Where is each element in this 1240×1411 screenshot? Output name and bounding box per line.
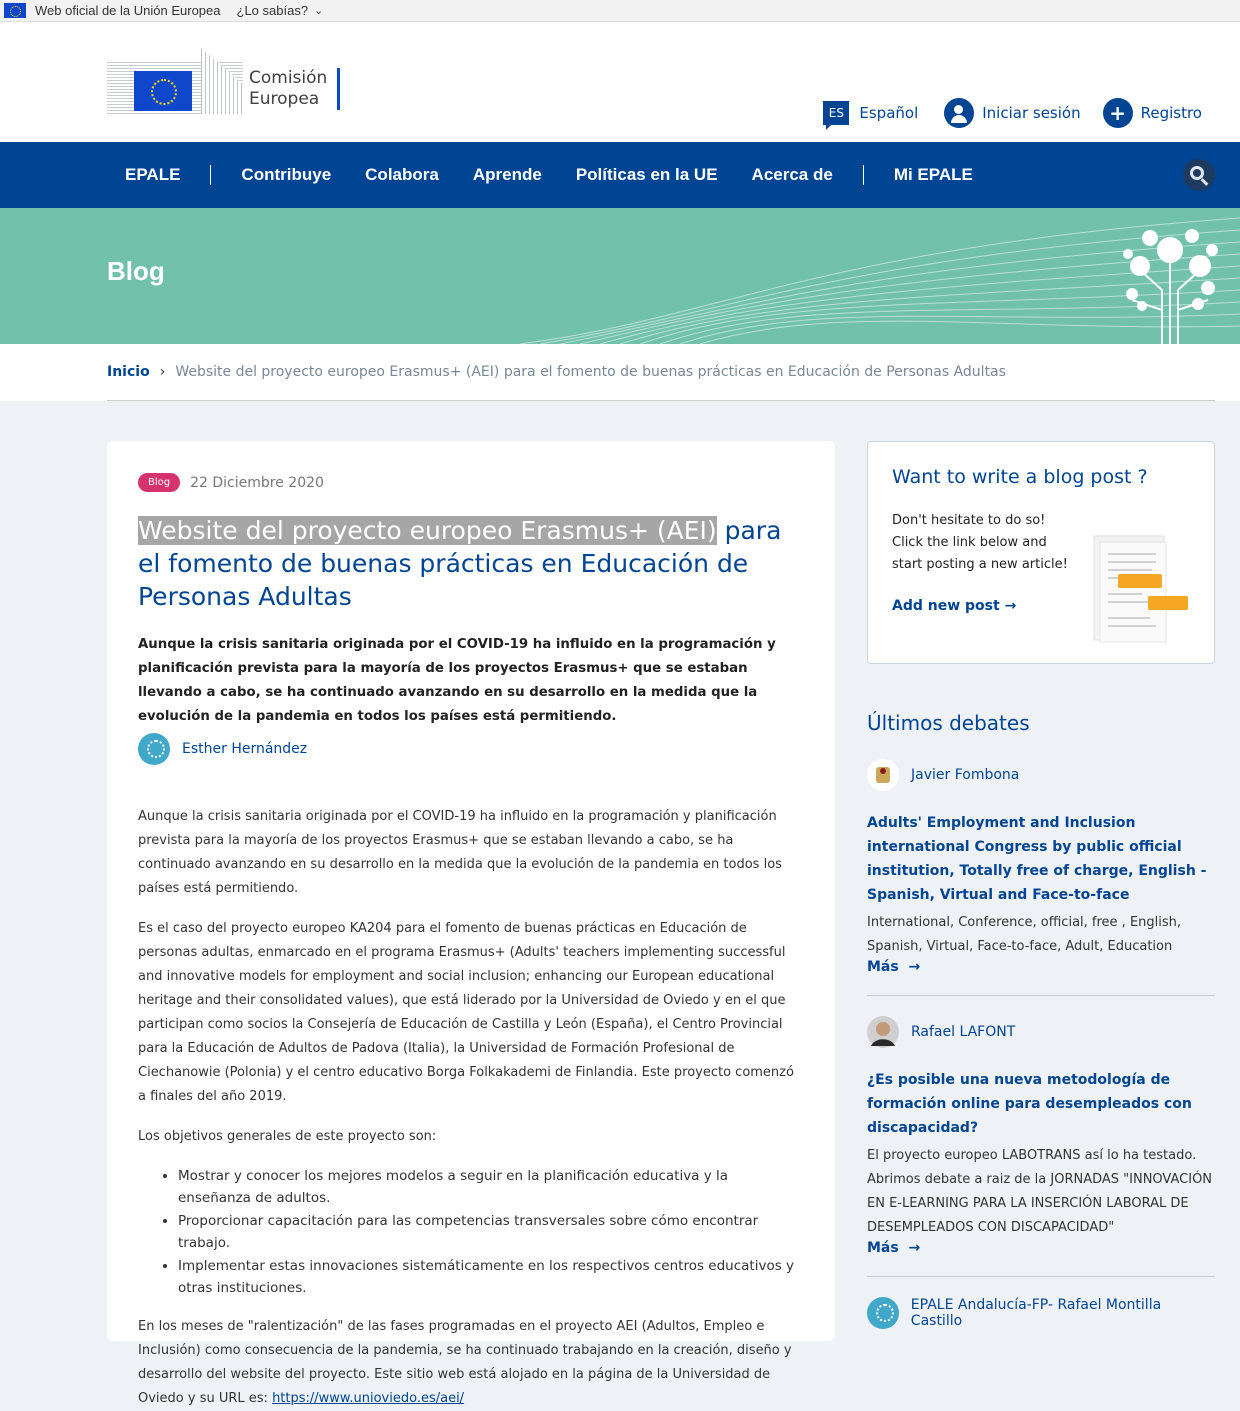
nav-item-politicas[interactable]: Políticas en la UE [575, 165, 718, 184]
author-name: Esther Hernández [182, 741, 308, 757]
nav-divider [210, 165, 211, 185]
language-code-icon: ES [823, 101, 849, 125]
nav-item-colabora[interactable]: Colabora [365, 165, 439, 184]
breadcrumb-wrapper [0, 344, 1240, 401]
article-paragraph: Los objetivos generales de este proyecto son: [138, 1129, 437, 1144]
project-url-link[interactable]: https://www.unioviedo.es/aei/ [272, 1391, 465, 1406]
list-item: • Proporcionar capacitación para las competencias transversales sobre cómo encontrar trabajo. [178, 1210, 804, 1254]
ec-logo-mark [107, 48, 243, 116]
article-date: 22 Diciembre 2020 [190, 474, 324, 491]
login-label: Iniciar sesión [982, 104, 1081, 122]
nav-item-aprende[interactable]: Aprende [472, 165, 542, 184]
list-item: • Mostrar y conocer los mejores modelos a seguir en la planificación educativa y la enseñanza de adultos. [178, 1165, 804, 1209]
article-meta [138, 473, 804, 492]
register-link[interactable] [1103, 98, 1202, 128]
language-label: Español [859, 104, 919, 122]
language-selector[interactable] [823, 101, 918, 125]
did-you-know-label: ¿Lo sabías? [236, 3, 309, 18]
latest-debates [867, 711, 1215, 1329]
article-body [138, 805, 804, 1411]
search-button[interactable] [1183, 159, 1215, 191]
article-title [138, 514, 804, 613]
main-navigation [0, 142, 1240, 208]
debates-heading: Últimos debates [867, 711, 1030, 735]
objectives-list [138, 1165, 804, 1299]
add-new-post-link[interactable]: Add new post → [892, 598, 1017, 614]
breadcrumb-home[interactable]: Inicio [107, 364, 150, 380]
debate-author[interactable]: EPALE Andalucía-FP- Rafael Montilla Castillo [867, 1297, 1215, 1329]
nav-item-mi-epale[interactable]: Mi EPALE [893, 165, 973, 184]
eu-official-bar [0, 0, 1240, 22]
article-title-rest: para el fomento de buenas prácticas en Educación de Personas Adultas [138, 516, 782, 611]
article-card [107, 441, 835, 1406]
arrow-right-icon: → [908, 1240, 921, 1256]
avatar [867, 759, 899, 791]
avatar [138, 733, 170, 765]
list-item: • Implementar estas innovaciones sistemáticamente en los respectivos centros educativos y otras instituciones. [178, 1255, 804, 1299]
breadcrumb [107, 344, 1215, 401]
login-link[interactable] [944, 98, 1080, 128]
nav-item-acerca-de[interactable]: Acerca de [751, 165, 833, 184]
article-lead: Aunque la crisis sanitaria originada por el COVID-19 ha influido en la programación y planificación prevista para la mayoría de los proyectos Erasmus+ que se estaban llevando a cabo, se ha continuado avanzando en su desarrollo en la medida que la evolución de la pandemia en todos los países está permitiendo. [138, 637, 776, 724]
debate-item [867, 759, 1215, 996]
plus-icon: + [1103, 98, 1133, 128]
chevron-down-icon: ⌄ [314, 5, 324, 17]
debate-item [867, 1016, 1215, 1277]
more-link[interactable]: Más → [867, 1240, 921, 1256]
more-link[interactable]: Más → [867, 959, 921, 975]
user-icon [944, 98, 974, 128]
search-icon [1190, 166, 1204, 180]
ec-logo-text: Comisión Europea [249, 68, 340, 110]
page-title: Blog [107, 256, 165, 286]
european-commission-logo[interactable] [107, 48, 340, 116]
header-actions [801, 98, 1202, 128]
article-paragraph: Aunque la crisis sanitaria originada por el COVID-19 ha influido en la programación y planificación prevista para la mayoría de los proyectos Erasmus+ que se estaban llevando a cabo, se ha continuado avanzando en su desarrollo en la medida que la evolución de la pandemia en todos los países está permitiendo. [138, 809, 782, 896]
avatar [867, 1016, 899, 1048]
page-banner [0, 208, 1240, 344]
write-post-card [867, 441, 1215, 664]
debate-item [867, 1297, 1215, 1329]
nav-item-epale[interactable]: EPALE [125, 165, 181, 184]
article-title-highlight: Website del proyecto europeo Erasmus+ (AEI) [138, 516, 717, 545]
nav-item-contribuye[interactable]: Contribuye [241, 165, 332, 184]
document-illustration [1092, 534, 1190, 644]
article-paragraph: Es el caso del proyecto europeo KA204 para el fomento de buenas prácticas en Educación de personas adultas, enmarcado en el programa Erasmus+ (Adults' teachers implementing successful and innovative models for employment and social inclusion; enhancing our European educational heritage and their consolidated values), que está liderado por la Universidad de Oviedo y en el que participan como socios la Consejería de Educación de Castilla y León (España), el Centro Provincial para la Educación de Adultos de Padova (Italia), la Universidad de Formación Profesional de Ciechanowie (Polonia) y el centro educativo Borga Folkakademi de Finlandia. Este proyecto comenzó a finales del año 2019. [138, 921, 794, 1104]
article-paragraph: En los meses de "ralentización" de las fases programadas en el proyecto AEI (Adultos, Empleo e Inclusión) como consecuencia de la pandemia, se ha continuado trabajando en la creación, diseño y desarrollo del website del proyecto. Este sitio web está alojado en la página de la Universidad de Oviedo y su URL es: https://www.unioviedo.es/aei/ [138, 1319, 792, 1406]
write-post-text: Don't hesitate to do so! Click the link below and start posting a new article! [892, 513, 1068, 572]
eu-official-text: Web oficial de la Unión Europea [35, 3, 221, 18]
chevron-right-icon: › [159, 364, 166, 380]
site-header [0, 22, 1240, 142]
category-tag[interactable]: Blog [138, 473, 180, 492]
article-author[interactable] [138, 733, 804, 765]
debate-author[interactable]: Javier Fombona [867, 759, 1215, 791]
did-you-know-toggle[interactable] [237, 3, 324, 18]
avatar [867, 1297, 899, 1329]
debate-title-link[interactable]: Adults' Employment and Inclusion international Congress by public official institution, Totally free of charge, English - Spanish, Virtual and Face-to-face [867, 815, 1207, 903]
register-label: Registro [1140, 104, 1202, 122]
debate-description: El proyecto europeo LABOTRANS así lo ha testado. Abrimos debate a raiz de la JORNADAS "INNOVACIÓN EN E-LEARNING PARA LA INSERCIÓN LABORAL DE DESEMPLEADOS CON DISCAPACIDAD" [867, 1148, 1213, 1235]
breadcrumb-current: Website del proyecto europeo Erasmus+ (AEI) para el fomento de buenas prácticas en Educación de Personas Adultas [175, 364, 1006, 380]
arrow-right-icon: → [1004, 598, 1017, 614]
arrow-right-icon: → [908, 959, 921, 975]
debate-title-link[interactable]: ¿Es posible una nueva metodología de formación online para desempleados con discapacidad? [867, 1072, 1192, 1136]
debate-description: International, Conference, official, free , English, Spanish, Virtual, Face-to-face, Adult, Education [867, 915, 1182, 954]
write-post-title: Want to write a blog post ? [892, 466, 1148, 488]
nav-divider [863, 165, 864, 185]
epale-tree-icon [1120, 220, 1220, 344]
eu-flag-icon [4, 3, 26, 18]
debate-author[interactable]: Rafael LAFONT [867, 1016, 1215, 1048]
